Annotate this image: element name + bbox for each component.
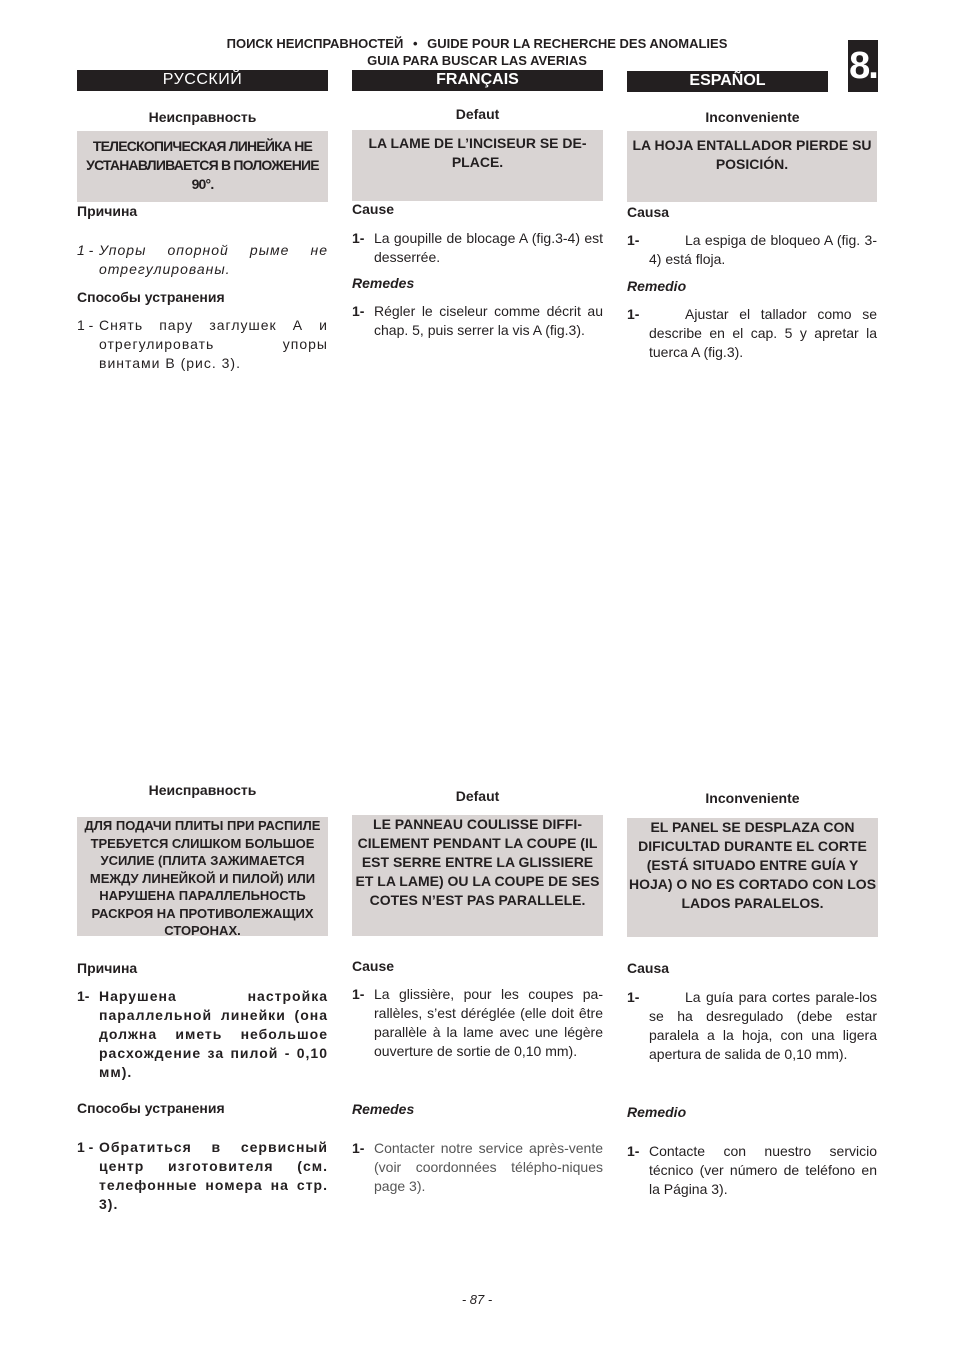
header-title-fr: GUIDE POUR LA RECHERCHE DES ANOMALIES	[427, 36, 728, 51]
s2-es-problem-box: EL PANEL SE DESPLAZA CON DIFICULTAD DURANTE EL CORTE (ESTÁ SITUADO ENTRE GUÍA Y HOJA) O NO ES CORTADO CON LOS LADOS PARALELOS.	[627, 818, 878, 937]
s1-es-cause-num: 1-	[627, 232, 640, 248]
s2-fr-cause-label: Cause	[352, 958, 395, 974]
s2-es-remedy-num: 1-	[627, 1143, 640, 1159]
s2-fr-heading: Defaut	[455, 788, 500, 804]
s1-es-remedy-text: Ajustar el tallador como se describe en el cap. 5 y apretar la tuerca A (fig.3).	[649, 306, 877, 360]
s1-ru-cause-num: 1 -	[77, 242, 94, 258]
s1-fr-remedy-num: 1-	[352, 303, 365, 319]
s1-es-problem-box: LA HOJA ENTALLADOR PIERDE SU POSICIÓN.	[627, 131, 877, 202]
s1-fr-remedy-text: Régler le ciseleur comme décrit au chap. 5, puis serrer la vis A (fig.3).	[374, 303, 603, 338]
s1-es-remedy-item	[627, 305, 877, 362]
s2-fr-cause-num: 1-	[352, 986, 365, 1002]
s1-fr-remedy-item	[352, 302, 603, 340]
s1-ru-heading: Неисправность	[148, 109, 257, 125]
s1-ru-cause-item	[77, 241, 328, 279]
s1-es-remedy-num: 1-	[627, 306, 640, 322]
s1-fr-remedy-label: Remedes	[352, 275, 415, 291]
s2-ru-cause-label: Причина	[77, 960, 138, 976]
header-separator: •	[412, 36, 418, 51]
s1-fr-cause-num: 1-	[352, 230, 365, 246]
s2-es-remedy-item	[627, 1142, 877, 1199]
s1-fr-cause-label: Cause	[352, 201, 395, 217]
s2-ru-remedy-label: Способы устранения	[77, 1100, 225, 1116]
s1-ru-remedy-item	[77, 316, 328, 373]
s1-fr-heading: Defaut	[455, 106, 500, 122]
header-title-line	[0, 36, 954, 51]
s2-fr-cause-text: La glissière, pour les coupes pa-rallèles, s’est déréglée (elle doit être parallèle à la lame avec une légère ouverture de sortie de 0,10 mm).	[374, 986, 603, 1059]
s1-ru-cause-text: Упоры опорной рыме не отрегулированы.	[99, 242, 328, 277]
s2-ru-cause-num: 1-	[77, 988, 90, 1004]
s2-es-remedy-text: Contacte con nuestro servicio técnico (ver número de teléfono en la Página 3).	[649, 1143, 877, 1197]
s1-es-heading: Inconveniente	[705, 109, 800, 125]
s2-es-cause-item	[627, 988, 877, 1064]
s2-ru-remedy-text: Обратиться в сервисный центр изготовителя (см. телефонные номера на стр. 3).	[99, 1139, 328, 1212]
s2-fr-cause-item	[352, 985, 603, 1061]
s2-ru-problem-box: ДЛЯ ПОДАЧИ ПЛИТЫ ПРИ РАСПИЛЕ ТРЕБУЕТСЯ СЛИШКОМ БОЛЬШОЕ УСИЛИЕ (ПЛИТА ЗАЖИМАЕТСЯ МЕЖДУ ЛИНЕЙКОЙ И ПИЛОЙ) ИЛИ НАРУШЕНА ПАРАЛЛЕЛЬНОСТЬ РАСКРОЯ НА ПРОТИВОЛЕЖАЩИХ СТОРОНАХ.	[77, 817, 328, 936]
s2-fr-problem-box: LE PANNEAU COULISSE DIFFI-CILEMENT PENDANT LA COUPE (IL EST SERRE ENTRE LA GLISSIERE ET LA LAME) OU LA COUPE DE SES COTES N’EST PAS PARALLELE.	[352, 815, 603, 936]
s1-ru-cause-label: Причина	[77, 203, 138, 219]
s1-ru-remedy-num: 1 -	[77, 317, 94, 333]
s2-ru-cause-text: Нарушена настройка параллельной линейки (она должна иметь небольшое расхождение за пилой - 0,10 мм).	[99, 988, 328, 1080]
s2-fr-remedy-num: 1-	[352, 1140, 365, 1156]
s2-es-cause-text: La guía para cortes parale-los se ha desregulado (debe estar paralela a la hoja, con una ligera apertura de salida de 0,10 mm).	[649, 989, 877, 1062]
s1-fr-problem-box: LA LAME DE L’INCISEUR SE DE-PLACE.	[352, 130, 603, 201]
s2-es-remedy-label: Remedio	[627, 1104, 687, 1120]
lang-bar-ru: РУССКИЙ	[77, 70, 328, 91]
s2-ru-cause-item	[77, 987, 328, 1082]
header-title-es: GUIA PARA BUSCAR LAS AVERIAS	[367, 53, 587, 68]
s2-es-cause-label: Causa	[627, 960, 670, 976]
lang-bar-fr: FRANÇAIS	[352, 70, 603, 91]
s2-es-cause-num: 1-	[627, 989, 640, 1005]
s1-es-cause-text: La espiga de bloqueo A (fig. 3-4) está floja.	[649, 232, 877, 267]
s2-ru-remedy-item	[77, 1138, 328, 1214]
lang-bar-es: ESPAÑOL	[627, 71, 828, 92]
page-number: - 87 -	[461, 1292, 493, 1307]
s2-fr-remedy-item	[352, 1139, 603, 1196]
s2-ru-heading: Неисправность	[148, 782, 257, 798]
s1-fr-cause-item	[352, 229, 603, 267]
s1-es-cause-item	[627, 231, 877, 269]
s1-es-remedy-label: Remedio	[627, 278, 687, 294]
s2-ru-remedy-num: 1 -	[77, 1139, 94, 1155]
s1-ru-problem-box: ТЕЛЕСКОПИЧЕСКАЯ ЛИНЕЙКА НЕ УСТАНАВЛИВАЕТСЯ В ПОЛОЖЕНИЕ 90°.	[77, 131, 328, 202]
s2-fr-remedy-label: Remedes	[352, 1101, 415, 1117]
s1-ru-remedy-label: Способы устранения	[77, 289, 225, 305]
s1-ru-remedy-text: Снять пару заглушек А и отрегулировать упоры винтами В (рис. 3).	[99, 317, 328, 371]
s1-es-cause-label: Causa	[627, 204, 670, 220]
s2-fr-remedy-text: Contacter notre service après-vente (voir coordonnées télépho-niques page 3).	[374, 1140, 603, 1194]
s2-es-heading: Inconveniente	[705, 790, 800, 806]
chapter-badge: 8.	[848, 40, 878, 92]
header-title-ru: ПОИСК НЕИСПРАВНОСТЕЙ	[226, 36, 404, 51]
s1-fr-cause-text: La goupille de blocage A (fig.3-4) est desserrée.	[374, 230, 603, 265]
